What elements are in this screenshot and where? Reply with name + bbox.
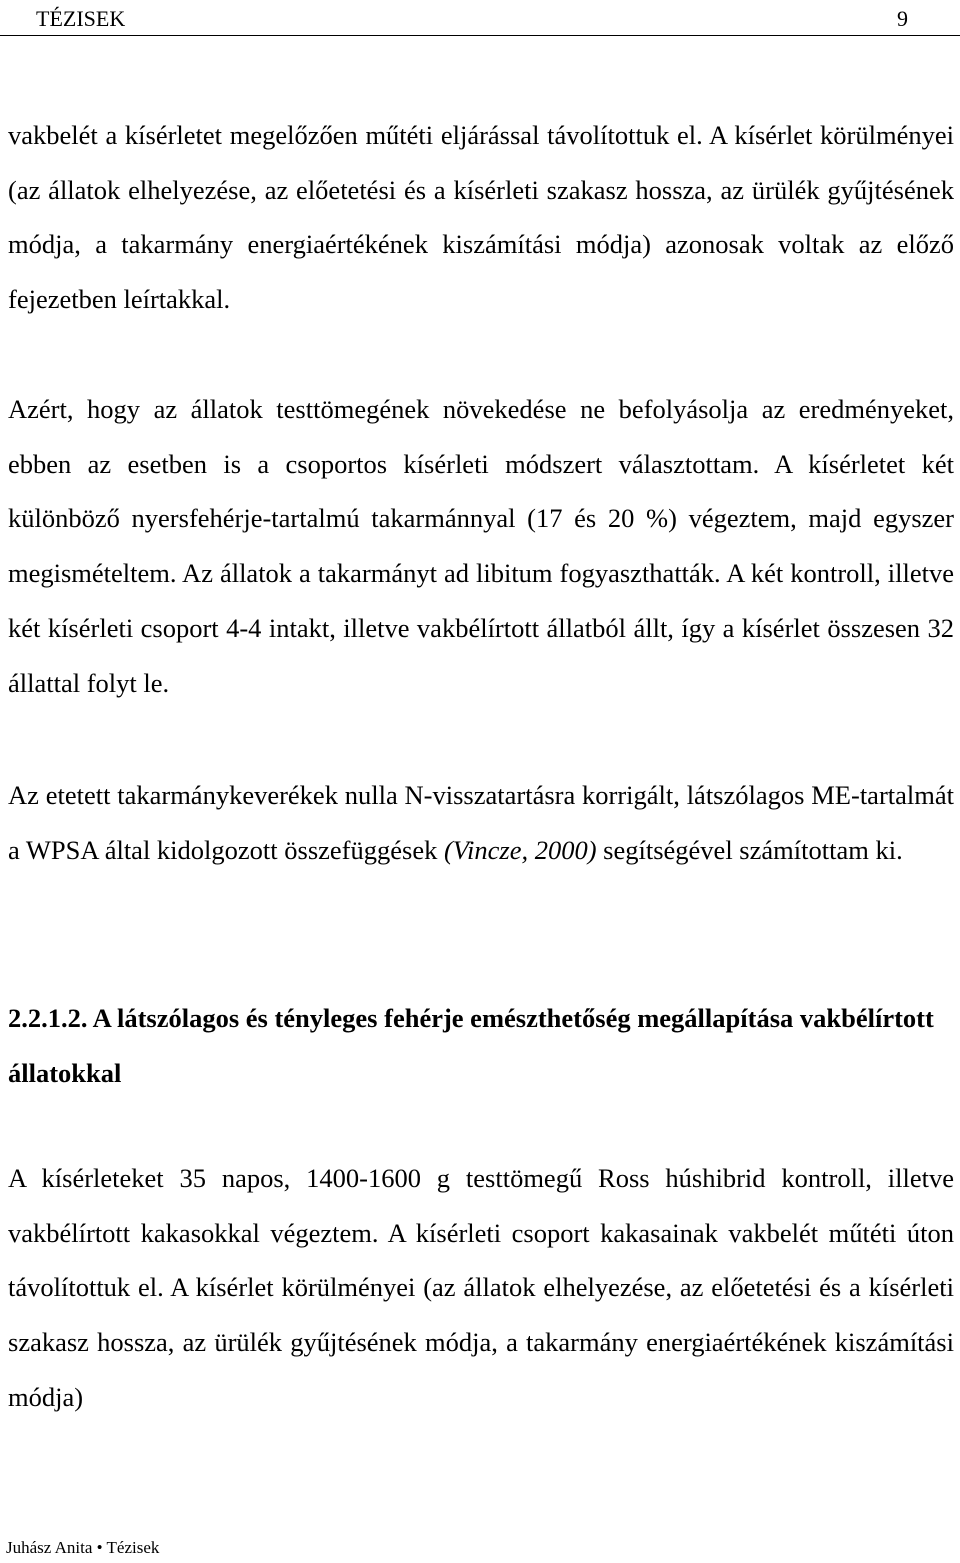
paragraph-1: vakbelét a kísérletet megelőzően műtéti eljárással távolítottuk el. A kísérlet körülményei (az állatok elhelyezése, az előetetési és a kísérleti szakasz hossza, az ürülék gyűjtésének módja, a takarmány energiaértékének kiszámítási módja) azonosak voltak az előző fejezetben leírtakkal. bbox=[8, 120, 954, 315]
header-title: TÉZISEK bbox=[36, 6, 126, 31]
page-header bbox=[0, 0, 960, 36]
paragraph-3-tail: segítségével számítottam ki. bbox=[596, 834, 903, 865]
page-number: 9 bbox=[897, 6, 908, 31]
citation: (Vincze, 2000) bbox=[443, 834, 597, 865]
section-heading: 2.2.1.2. A látszólagos és tényleges fehérje emészthetőség megállapítása vakbélírtott állatokkal bbox=[8, 1003, 934, 1088]
paragraph-3 bbox=[8, 768, 954, 877]
paragraph-3-text: Az etetett takarmánykeverékek nulla N-visszatartásra korrigált, látszólagos ME-tartalmát a WPSA által kidolgozott összefüggések bbox=[8, 780, 954, 865]
page-footer: Juhász Anita • Tézisek bbox=[6, 1538, 160, 1557]
paragraph-2: Azért, hogy az állatok testtömegének növekedése ne befolyásolja az eredményeket, ebben az esetben is a csoportos kísérleti módszert választottam. A kísérletet két különböző nyersfehérje-tartalmú takarmánnyal (17 és 20 %) végeztem, majd egyszer megismételtem. Az állatok a takarmányt ad libitum fogyaszthatták. A két kontroll, illetve két kísérleti csoport 4-4 intakt, illetve vakbélírtott állatból állt, így a kísérlet összesen 32 állattal folyt le. bbox=[8, 394, 954, 698]
paragraph-4: A kísérleteket 35 napos, 1400-1600 g testtömegű Ross húshibrid kontroll, illetve vakbélírtott kakasokkal végeztem. A kísérleti csoport kakasainak vakbelét műtéti úton távolítottuk el. A kísérlet körülményei (az állatok elhelyezése, az előetetési és a kísérleti szakasz hossza, az ürülék gyűjtésének módja, a takarmány energiaértékének kiszámítási módja) bbox=[8, 1163, 954, 1412]
